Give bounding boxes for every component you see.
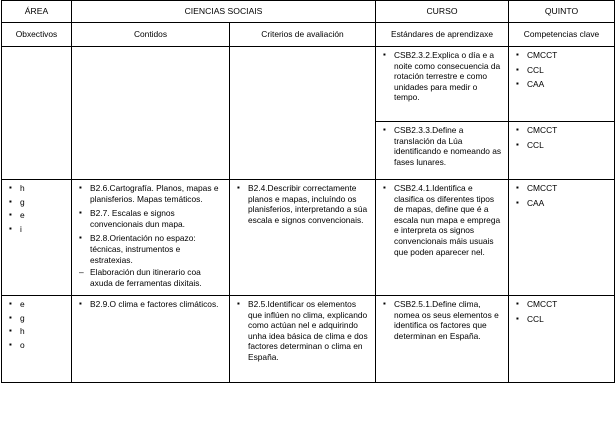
area-value: CIENCIAS SOCIAIS xyxy=(72,1,376,23)
competence-item: ▪ CMCCT xyxy=(513,183,610,194)
content-subitem: – Elaboración dun itinerario coa axuda de ferramentas dixitais. xyxy=(76,267,225,288)
column-header-row xyxy=(2,23,615,47)
objectives-cell xyxy=(2,180,72,296)
objective-item: ▪ g xyxy=(6,313,67,324)
area-label: ÁREA xyxy=(2,1,72,23)
contents-cell xyxy=(72,296,230,383)
objectives-cell xyxy=(2,47,72,180)
standard-item: ▪ CSB2.4.1.Identifica e clasifica os diferentes tipos de mapas, define que é a escala nun mapa e emprega e interpreta os signos convencionais máis usuais que poden aparecer nel. xyxy=(380,183,504,257)
competence-item: ▪ CMCCT xyxy=(513,299,610,310)
competences-cell xyxy=(509,47,615,122)
competences-cell xyxy=(509,180,615,296)
criteria-cell xyxy=(230,180,376,296)
table-row xyxy=(2,47,615,122)
header-row xyxy=(2,1,615,23)
objective-item: ▪ i xyxy=(6,224,67,235)
standards-cell xyxy=(376,122,509,180)
course-label: CURSO xyxy=(376,1,509,23)
content-item: ▪ B2.6.Cartografía. Planos, mapas e planisferios. Mapas temáticos. xyxy=(76,183,225,204)
table-row xyxy=(2,296,615,383)
course-value: QUINTO xyxy=(509,1,615,23)
competence-item: ▪ CMCCT xyxy=(513,125,610,136)
criterion-item: ▪ B2.5.Identificar os elementos que inflúen no clima, explicando como actúan nel e adquirindo unha idea básica de clima e dos factores determinan o clima en España. xyxy=(234,299,371,363)
col-competences: Competencias clave xyxy=(509,23,615,47)
competence-item: ▪ CCL xyxy=(513,140,610,151)
competence-item: ▪ CCL xyxy=(513,65,610,76)
competence-item: ▪ CAA xyxy=(513,79,610,90)
objective-item: ▪ o xyxy=(6,340,67,351)
content-item: ▪ B2.9.O clima e factores climáticos. xyxy=(76,299,225,310)
objectives-cell xyxy=(2,296,72,383)
contents-cell xyxy=(72,47,230,180)
objective-item: ▪ h xyxy=(6,326,67,337)
criteria-cell xyxy=(230,296,376,383)
objective-item: ▪ g xyxy=(6,197,67,208)
content-item: ▪ B2.8.Orientación no espazo: técnicas, instrumentos e estratexias. xyxy=(76,233,225,265)
objective-item: ▪ h xyxy=(6,183,67,194)
objective-item: ▪ e xyxy=(6,210,67,221)
standards-cell xyxy=(376,296,509,383)
competence-item: ▪ CAA xyxy=(513,198,610,209)
col-criteria: Criterios de avaliación xyxy=(230,23,376,47)
table-row xyxy=(2,180,615,296)
col-standards: Estándares de aprendizaxe xyxy=(376,23,509,47)
competences-cell xyxy=(509,296,615,383)
content-item: ▪ B2.7. Escalas e signos convencionais dun mapa. xyxy=(76,208,225,229)
standard-item: ▪ CSB2.5.1.Define clima, nomea os seus elementos e identifica os factores que determinan en España. xyxy=(380,299,504,341)
standards-cell xyxy=(376,180,509,296)
contents-cell xyxy=(72,180,230,296)
competence-item: ▪ CMCCT xyxy=(513,50,610,61)
col-objectives: Obxectivos xyxy=(2,23,72,47)
standard-item: ▪ CSB2.3.2.Explica o día e a noite como consecuencia da rotación terrestre e como unidades para medir o tempo. xyxy=(380,50,504,103)
objective-item: ▪ e xyxy=(6,299,67,310)
competence-item: ▪ CCL xyxy=(513,314,610,325)
criterion-item: ▪ B2.4.Describir correctamente planos e mapas, incluíndo os planisferios, interpretando a súa escala e signos convencionais. xyxy=(234,183,371,225)
standard-item: ▪ CSB2.3.3.Define a translación da Lúa identificando e nomeando as fases lunares. xyxy=(380,125,504,167)
col-contents: Contidos xyxy=(72,23,230,47)
standards-cell xyxy=(376,47,509,122)
curriculum-table xyxy=(1,0,615,383)
competences-cell xyxy=(509,122,615,180)
criteria-cell xyxy=(230,47,376,180)
